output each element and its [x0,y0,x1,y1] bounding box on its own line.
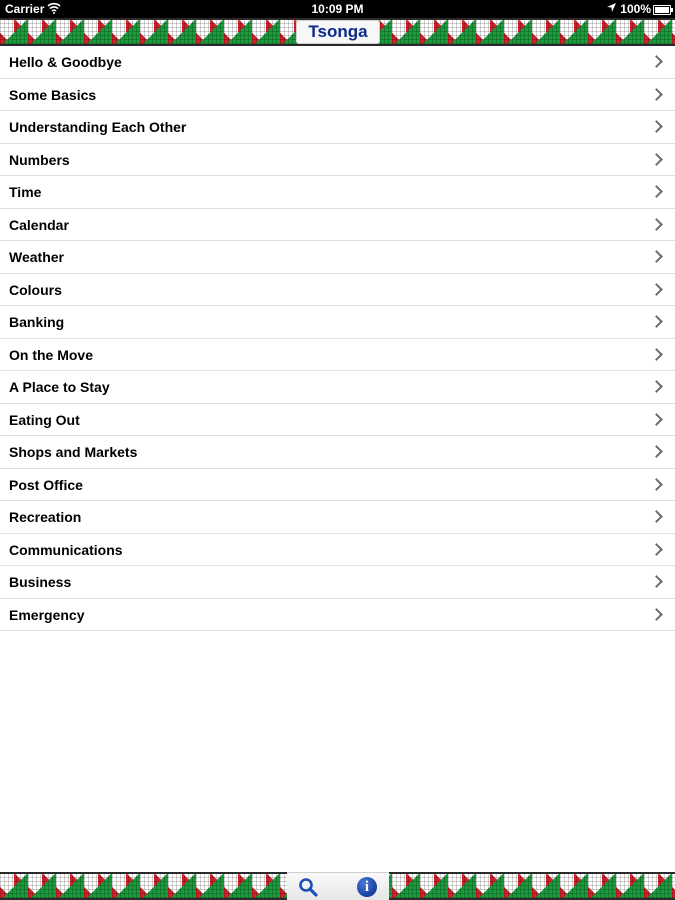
list-item-label: Colours [9,281,62,298]
list-item[interactable] [0,241,675,274]
list-item-label: A Place to Stay [9,379,110,395]
list-item[interactable] [0,371,675,404]
chevron-right-icon [650,413,663,426]
list-item[interactable] [0,111,675,144]
chevron-right-icon [650,348,663,361]
list-item-label: Hello & Goodbye [9,54,122,70]
chevron-right-icon [650,575,663,588]
list-item-label: Time [9,184,42,200]
list-item-label: Numbers [9,151,70,168]
status-bar [0,0,675,18]
battery-percent: 100% [620,2,651,16]
list-item[interactable] [0,176,675,209]
list-item-label: Some Basics [9,86,97,103]
list-item[interactable] [0,339,675,372]
list-item[interactable] [0,144,675,177]
location-arrow-icon [606,2,617,16]
list-item-label: Communications [9,541,123,558]
list-item[interactable] [0,599,675,632]
chevron-right-icon [650,185,663,198]
list-item-label: On the Move [9,346,94,363]
chevron-right-icon [650,55,663,68]
phrase-category-list [0,46,675,631]
list-item-label: Banking [9,314,65,330]
list-item[interactable] [0,469,675,502]
chevron-right-icon [650,283,663,296]
list-item-label: Eating Out [9,411,80,428]
list-item-label: Post Office [9,476,83,493]
list-item-label: Shops and Markets [9,444,138,460]
chevron-right-icon [650,120,663,133]
chevron-right-icon [650,478,663,491]
search-icon[interactable] [298,877,318,897]
chevron-right-icon [650,608,663,621]
list-item[interactable] [0,274,675,307]
chevron-right-icon [650,153,663,166]
list-item-label: Business [9,574,72,590]
list-item-label: Emergency [9,606,85,623]
list-item-label: Understanding Each Other [9,119,187,135]
list-item[interactable] [0,79,675,112]
carrier-label: Carrier [5,2,45,16]
list-item[interactable] [0,209,675,242]
page-title: Tsonga [296,20,380,44]
list-item-label: Weather [9,249,64,265]
chevron-right-icon [650,543,663,556]
chevron-right-icon [650,315,663,328]
chevron-right-icon [650,88,663,101]
info-icon[interactable]: i [357,877,377,897]
chevron-right-icon [650,445,663,458]
bottom-toolbar [287,872,389,900]
list-item[interactable] [0,306,675,339]
list-item-label: Calendar [9,216,69,233]
chevron-right-icon [650,250,663,263]
list-item[interactable] [0,501,675,534]
battery-icon [653,5,671,15]
chevron-right-icon [650,510,663,523]
chevron-right-icon [650,380,663,393]
list-item[interactable] [0,404,675,437]
chevron-right-icon [650,218,663,231]
list-item[interactable] [0,436,675,469]
status-time: 10:09 PM [311,2,364,16]
list-item-label: Recreation [9,509,82,525]
list-item[interactable] [0,534,675,567]
list-item[interactable] [0,46,675,79]
list-item[interactable] [0,566,675,599]
